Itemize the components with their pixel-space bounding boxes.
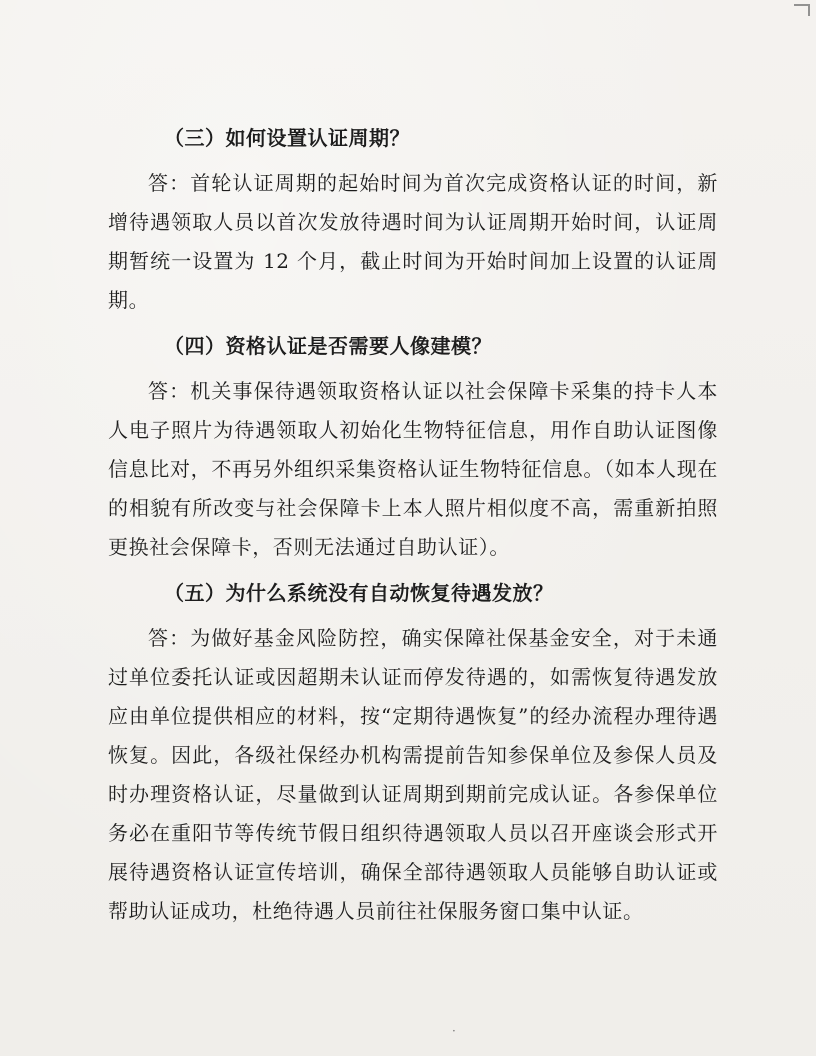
- section-5-heading: （五）为什么系统没有自动恢复待遇发放？: [164, 581, 554, 605]
- section-4-heading: （四）资格认证是否需要人像建模？: [164, 334, 492, 358]
- corner-crop-mark: [794, 4, 810, 16]
- section-4-answer: 答：机关事保待遇领取资格认证以社会保障卡采集的持卡人本人电子照片为待遇领取人初始化生物特征信息，用作自助认证图像信息比对，不再另外组织采集资格认证生物特征信息。（如本人现在的相貌有所改变与社会保障卡上本人照片相似度不高，需重新拍照更换社会保障卡，否则无法通过自助认证）。: [108, 379, 718, 559]
- section-3-heading: （三）如何设置认证周期？: [164, 126, 410, 150]
- section-3-answer: 答：首轮认证周期的起始时间为首次完成资格认证的时间，新增待遇领取人员以首次发放待遇时间为认证周期开始时间，认证周期暂统一设置为 12 个月，截止时间为开始时间加上设置的认证周期。: [108, 171, 718, 312]
- scan-speck: ·: [452, 1024, 456, 1038]
- document-body: [108, 112, 718, 931]
- section-5-answer: 答：为做好基金风险防控，确实保障社保基金安全，对于未通过单位委托认证或因超期未认证而停发待遇的，如需恢复待遇发放应由单位提供相应的材料，按“定期待遇恢复”的经办流程办理待遇恢复。因此，各级社保经办机构需提前告知参保单位及参保人员及时办理资格认证，尽量做到认证周期到期前完成认证。各参保单位务必在重阳节等传统节假日组织待遇领取人员以召开座谈会形式开展待遇资格认证宣传培训，确保全部待遇领取人员能够自助认证或帮助认证成功，杜绝待遇人员前往社保服务窗口集中认证。: [108, 626, 718, 923]
